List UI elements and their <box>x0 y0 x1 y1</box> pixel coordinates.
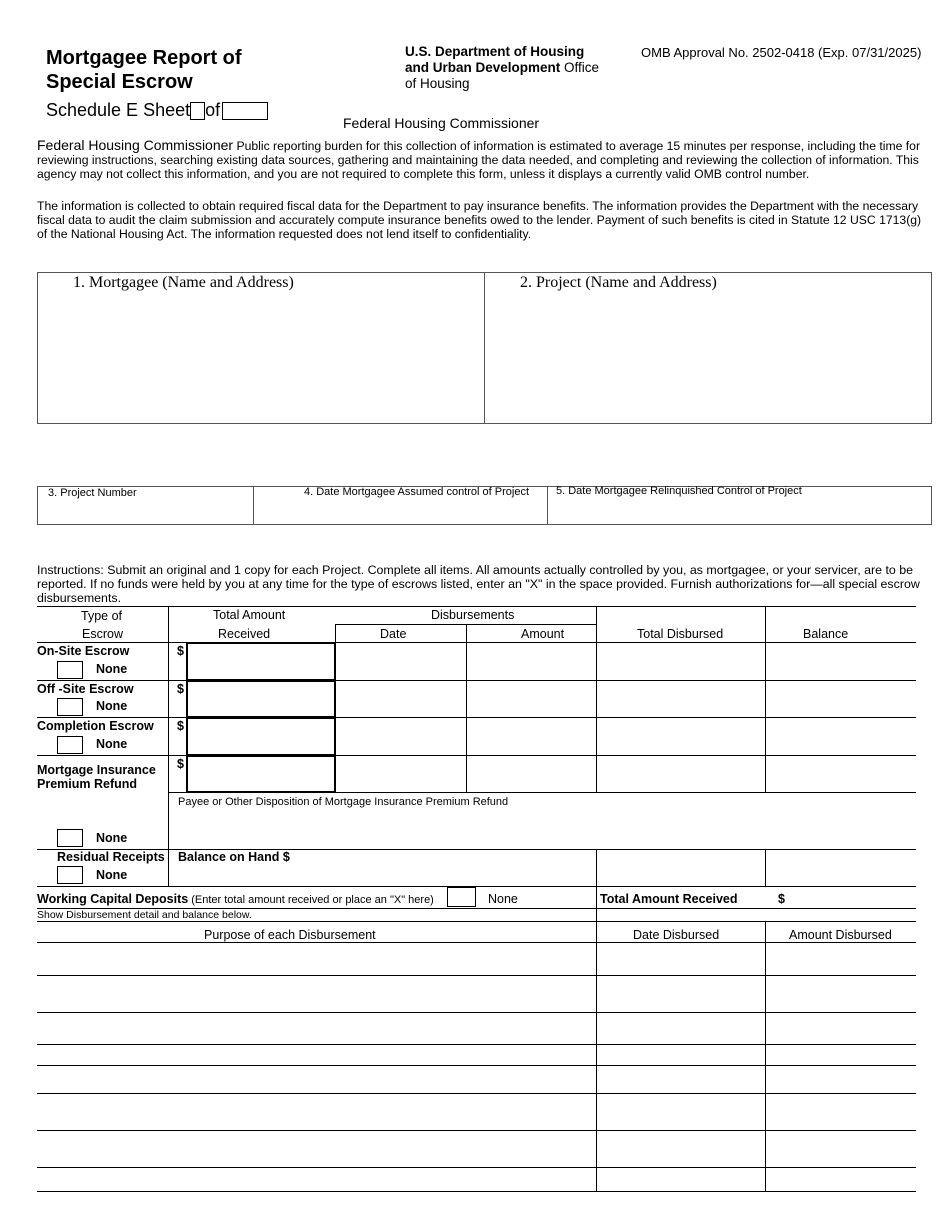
total-amount-received-label: Total Amount Received <box>600 892 738 906</box>
onsite-dollar-sign: $ <box>177 644 184 658</box>
mortgagee-field[interactable]: 1. Mortgagee (Name and Address) <box>73 274 294 291</box>
balance-on-hand-field[interactable]: Balance on Hand $ <box>178 850 290 864</box>
date-relinquished-field[interactable]: 5. Date Mortgagee Relinquished Control of Project <box>556 485 802 497</box>
residual-receipts-label: Residual Receipts <box>57 850 165 864</box>
completion-none-label: None <box>96 737 128 751</box>
mip-amount-input[interactable] <box>186 755 336 793</box>
working-capital-label: Working Capital Deposits (Enter total amount received or place an "X" here) <box>37 892 434 906</box>
onsite-amount-input[interactable] <box>186 642 336 681</box>
disbursement-row[interactable] <box>37 1167 916 1168</box>
offsite-none-label: None <box>96 699 128 713</box>
date-assumed-field[interactable]: 4. Date Mortgagee Assumed control of Project <box>304 486 530 498</box>
burden-statement: Federal Housing Commissioner Public reporting burden for this collection of information is estimated to average 15 minutes per response, including the time for reviewing instructions, searching existing data sources, gathering and maintaining the data needed, and completing and reviewing the collection of information. This agency may not collect this information, and you are not required to complete this form, unless it displays a currently valid OMB control number. <box>37 137 921 181</box>
disbursement-row[interactable] <box>37 975 916 976</box>
working-capital-none-label: None <box>488 892 518 906</box>
amount-disbursed-header: Amount Disbursed <box>789 928 892 942</box>
residual-none-checkbox[interactable] <box>57 866 83 884</box>
purpose-statement: The information is collected to obtain required fiscal data for the Department to pay insurance benefits. The information provides the Department with the necessary fiscal data to audit the claim submission and accurately compute insurance benefits owed to the lender. Payment of such benefits is cited in Statute 12 USC 1713(g) of the National Housing Act. The information requested does not lend itself to confidentiality. <box>37 199 922 241</box>
sheet-number-input[interactable] <box>190 102 205 120</box>
disbursement-row[interactable] <box>37 1065 916 1066</box>
project-number-field[interactable]: 3. Project Number <box>48 487 137 499</box>
form-title: Mortgagee Report of Special Escrow <box>46 47 242 93</box>
onsite-none-checkbox[interactable] <box>57 661 83 679</box>
offsite-dollar-sign: $ <box>177 682 184 696</box>
mip-refund-label-line2: Premium Refund <box>37 777 138 791</box>
instructions: Instructions: Submit an original and 1 copy for each Project. Complete all items. All amounts actually controlled by you, as mortgagee, or your servicer, are to be reported. If no funds were held by you at any time for the type of escrows listed, enter an "X" in the space provided. Furnish authorizations for—all special escrow disbursements. <box>37 563 920 605</box>
show-detail-note: Show Disbursement detail and balance below. <box>37 909 252 921</box>
disbursement-row[interactable] <box>37 1191 916 1192</box>
payee-disposition-field[interactable]: Payee or Other Disposition of Mortgage Insurance Premium Refund <box>178 796 509 808</box>
purpose-header: Purpose of each Disbursement <box>204 928 376 942</box>
header-total-amount: Total Amount <box>213 608 286 622</box>
completion-escrow-label: Completion Escrow <box>37 719 154 733</box>
completion-none-checkbox[interactable] <box>57 736 83 754</box>
mip-dollar-sign: $ <box>177 757 184 771</box>
disbursement-row[interactable] <box>37 1044 916 1045</box>
mip-refund-label-line1: Mortgage Insurance <box>37 763 156 777</box>
header-amount: Amount <box>521 627 565 641</box>
department-name: U.S. Department of Housing and Urban Development Office of Housing <box>405 44 600 91</box>
omb-approval: OMB Approval No. 2502-0418 (Exp. 07/31/2025) <box>641 45 922 60</box>
header-date: Date <box>380 627 407 641</box>
date-disbursed-header: Date Disbursed <box>633 928 720 942</box>
project-field[interactable]: 2. Project (Name and Address) <box>520 274 717 291</box>
completion-dollar-sign: $ <box>177 719 184 733</box>
mip-none-checkbox[interactable] <box>57 829 83 847</box>
disbursement-row[interactable] <box>37 1093 916 1094</box>
header-balance: Balance <box>803 627 849 641</box>
header-type-of: Type of <box>81 609 122 623</box>
completion-amount-input[interactable] <box>186 717 336 756</box>
sheet-total-input[interactable] <box>222 102 268 120</box>
disbursement-row[interactable] <box>37 1012 916 1013</box>
total-amount-received-dollar[interactable]: $ <box>778 892 785 906</box>
header-disbursements: Disbursements <box>431 608 515 622</box>
residual-none-label: None <box>96 868 128 882</box>
offsite-none-checkbox[interactable] <box>57 698 83 716</box>
federal-housing-commissioner: Federal Housing Commissioner <box>343 115 540 131</box>
header-received: Received <box>218 627 271 641</box>
offsite-escrow-label: Off -Site Escrow <box>37 682 134 696</box>
mip-none-label: None <box>96 831 128 845</box>
onsite-escrow-label: On-Site Escrow <box>37 644 130 658</box>
offsite-amount-input[interactable] <box>186 680 336 718</box>
disbursement-row[interactable] <box>37 1130 916 1131</box>
schedule-sheet: Schedule E Sheet of <box>46 99 268 121</box>
onsite-none-label: None <box>96 662 128 676</box>
working-capital-none-checkbox[interactable] <box>447 887 476 907</box>
header-total-disbursed: Total Disbursed <box>637 627 724 641</box>
header-escrow: Escrow <box>82 627 123 641</box>
